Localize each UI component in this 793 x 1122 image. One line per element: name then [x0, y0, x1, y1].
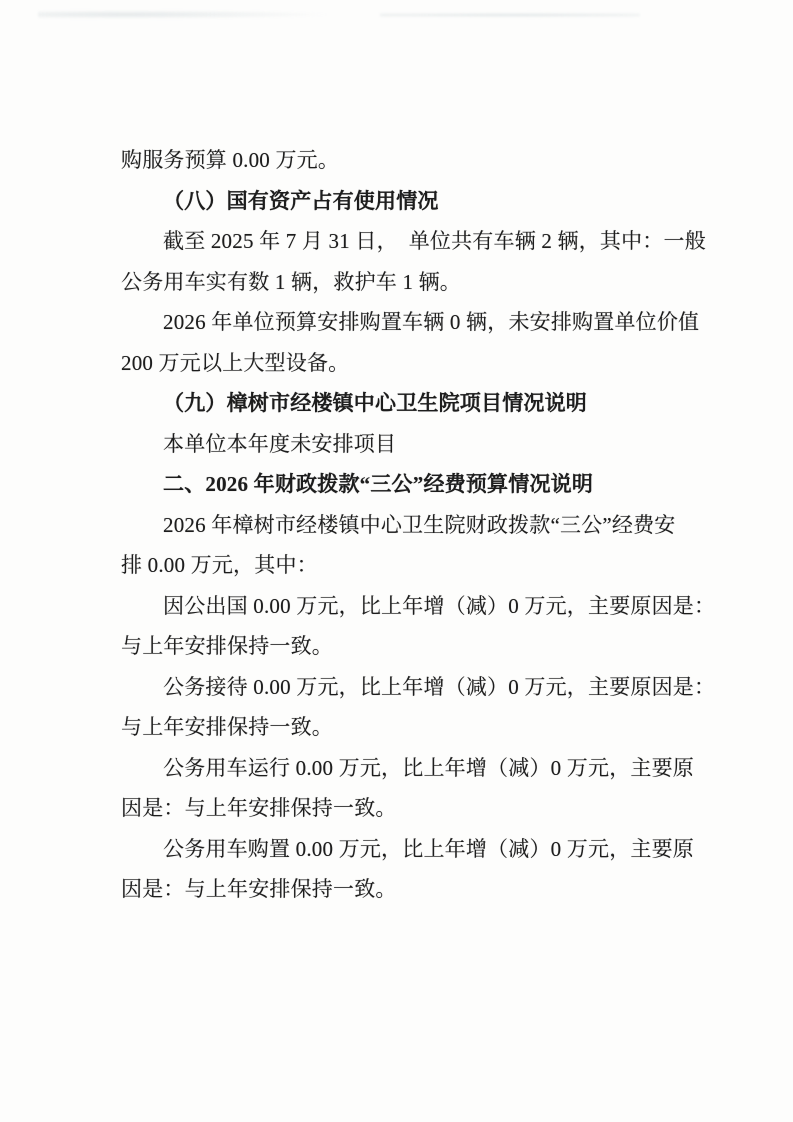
- text-line: 公务用车购置 0.00 万元，比上年增（减）0 万元，主要原: [163, 836, 694, 861]
- text-line: 与上年安排保持一致。: [121, 634, 333, 658]
- text-line: 因是：与上年安排保持一致。: [121, 877, 397, 901]
- text-line: 购服务预算 0.00 万元。: [121, 148, 340, 172]
- text-line: 因是：与上年安排保持一致。: [121, 796, 397, 820]
- section-heading-line: 二、2026 年财政拨款“三公”经费预算情况说明: [163, 472, 594, 496]
- text-line: 200 万元以上大型设备。: [121, 350, 350, 375]
- text-line: 公务接待 0.00 万元，比上年增（减）0 万元，主要原因是：: [163, 674, 716, 699]
- text-line: 公务用车运行 0.00 万元，比上年增（减）0 万元，主要原: [163, 755, 694, 780]
- document-body: [121, 140, 716, 910]
- scan-dots-artifact: [380, 12, 640, 18]
- text-line: 本单位本年度未安排项目: [163, 431, 397, 456]
- text-line: 与上年安排保持一致。: [121, 715, 333, 739]
- text-line: 2026 年单位预算安排购置车辆 0 辆，未安排购置单位价值: [163, 310, 700, 334]
- text-line: 截至 2025 年 7 月 31 日， 单位共有车辆 2 辆，其中：一般: [163, 229, 706, 253]
- section-heading-line: （八）国有资产占有使用情况: [163, 188, 439, 213]
- text-line: 因公出国 0.00 万元，比上年增（减）0 万元，主要原因是：: [163, 593, 716, 618]
- section-heading-line: （九）樟树市经楼镇中心卫生院项目情况说明: [163, 391, 587, 415]
- text-line: 排 0.00 万元，其中：: [121, 553, 318, 577]
- text-line: 2026 年樟树市经楼镇中心卫生院财政拨款“三公”经费安: [163, 512, 676, 537]
- scan-smudge-artifact: [38, 10, 333, 19]
- text-line: 公务用车实有数 1 辆，救护车 1 辆。: [121, 269, 461, 294]
